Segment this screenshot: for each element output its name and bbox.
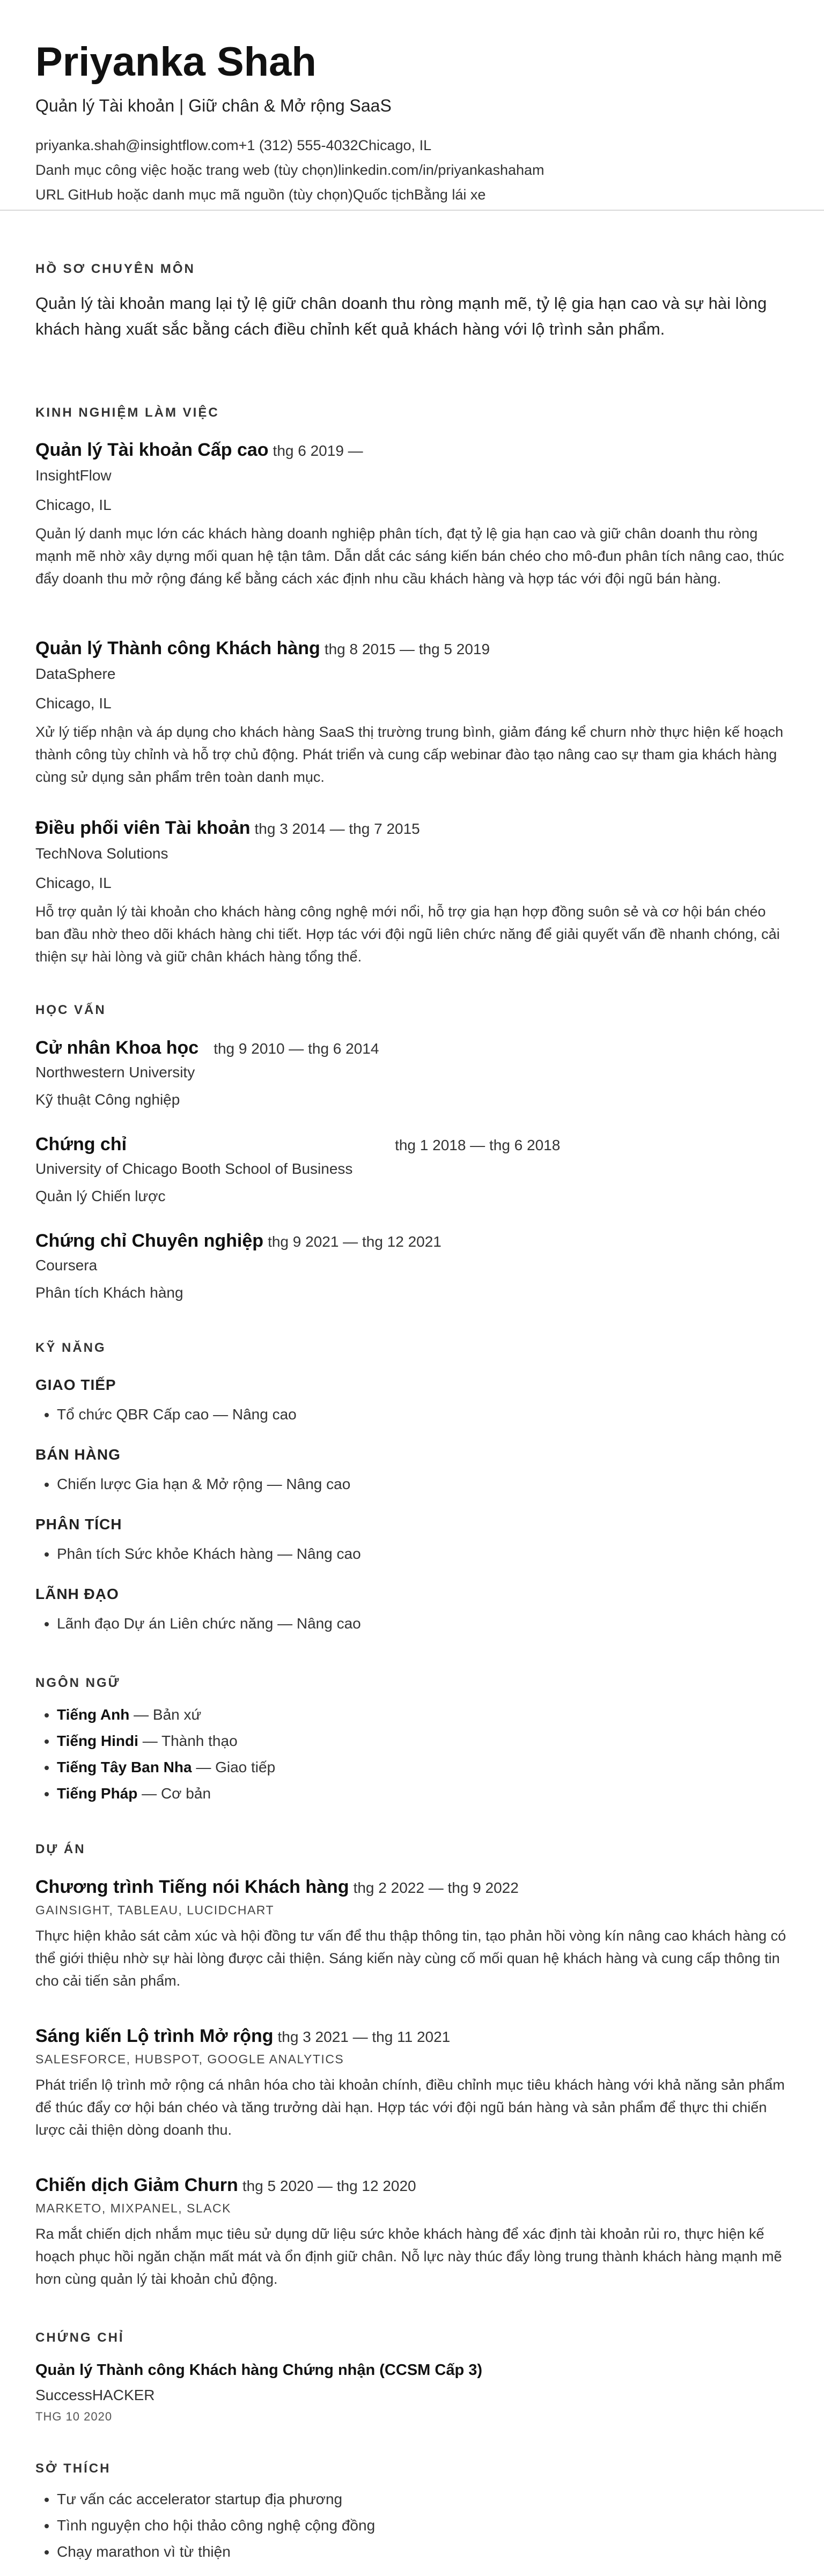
job-description: Quản lý danh mục lớn các khách hàng doanh nghiệp phân tích, đạt tỷ lệ gia hạn cao và giữ chân doanh thu ròng mạnh mẽ nhờ xây dựng mối quan hệ tận tâm. Dẫn dắt các sáng kiến bán chéo cho mô-đun phân tích nâng cao, thúc đẩy doanh thu mở rộng đáng kể bằng cách xác định nhu cầu khách hàng và hợp tác với đội ngũ bán hàng. [35,525,784,587]
project-entry [35,2026,789,2142]
language-level: — Thành thạo [138,1733,238,1749]
language-item [57,1701,789,1728]
interest-item: • Tư vấn các accelerator startup địa phương [57,2486,789,2512]
skill-item: • Tổ chức QBR Cấp cao — Nâng cao [57,1401,789,1427]
skill-item: • Phân tích Sức khỏe Khách hàng — Nâng cao [57,1541,789,1567]
section-title-experience: KINH NGHIỆM LÀM VIỆC [35,405,219,420]
section-title-languages: NGÔN NGỮ [35,1676,121,1690]
interest-item: • Tình nguyện cho hội thảo công nghệ cộng đồng [57,2512,789,2538]
project-date: thg 3 2021 — thg 11 2021 [277,2029,451,2045]
contact-line-portfolio-linkedin: Danh mục công việc hoặc trang web (tùy chọn)linkedin.com/in/priyankashaham [35,161,545,178]
project-tools: GAINSIGHT, TABLEAU, LUCIDCHART [35,1903,275,1917]
interest-item: • Chạy marathon vì từ thiện [57,2538,789,2565]
education-date: thg 1 2018 — thg 6 2018 [395,1137,561,1153]
experience-entry [35,440,789,590]
skill-group [35,1516,789,1567]
contact-line-email-phone-location: priyanka.shah@insightflow.com+1 (312) 555-4032Chicago, IL [35,137,432,153]
languages-section [35,1676,789,1807]
education-entry [35,1134,789,1206]
language-level: — Bản xứ [129,1706,202,1723]
skill-category: PHÂN TÍCH [35,1516,122,1533]
project-name: Chương trình Tiếng nói Khách hàng [35,1877,349,1897]
education-entry [35,1038,789,1110]
section-title-education: HỌC VẤN [35,1003,106,1017]
school-name: Coursera [35,1257,98,1274]
company-name: TechNova Solutions [35,845,168,862]
experience-section [35,405,789,420]
language-list [35,1701,789,1807]
project-date: thg 5 2020 — thg 12 2020 [242,2178,416,2194]
company-name: InsightFlow [35,467,112,484]
resume-header [0,0,824,208]
education-date: thg 9 2021 — thg 12 2021 [268,1233,442,1250]
skill-group [35,1376,789,1427]
field-of-study: Kỹ thuật Công nghiệp [35,1091,180,1108]
field-of-study: Phân tích Khách hàng [35,1284,183,1301]
job-date: thg 8 2015 — thg 5 2019 [324,641,490,657]
headline: Quản lý Tài khoản | Giữ chân & Mở rộng SaaS [35,96,392,116]
skill-category: LÃNH ĐẠO [35,1586,119,1602]
skill-list [35,1471,789,1497]
company-name: DataSphere [35,665,116,682]
skill-category: BÁN HÀNG [35,1446,121,1463]
certifications-section [35,2330,789,2424]
skill-list [35,1401,789,1427]
skill-group [35,1446,789,1497]
language-level: — Cơ bản [137,1785,211,1802]
language-item [57,1780,789,1807]
skill-item: • Chiến lược Gia hạn & Mở rộng — Nâng cao [57,1471,789,1497]
skill-list [35,1541,789,1567]
certification-issuer: SuccessHACKER [35,2387,155,2403]
certification-date: THG 10 2020 [35,2410,113,2424]
skills-section [35,1341,789,1356]
section-title-skills: KỸ NĂNG [35,1341,106,1355]
project-tools: MARKETO, MIXPANEL, SLACK [35,2201,231,2215]
degree-title: Cử nhân Khoa học [35,1038,199,1058]
skill-group [35,1586,789,1637]
interest-list [35,2486,789,2565]
project-name: Sáng kiến Lộ trình Mở rộng [35,2026,274,2046]
project-description: Ra mắt chiến dịch nhắm mục tiêu sử dụng dữ liệu sức khỏe khách hàng để xác định tài khoản rủi ro, thực hiện kế hoạch phục hồi ngăn chặn mất mát và ổn định giữ chân. Nỗ lực này thúc đẩy lòng trung thành khách hàng mạnh mẽ hơn cùng quản lý tài khoản chủ động. [35,2226,782,2287]
section-title-projects: DỰ ÁN [35,1842,86,1856]
language-name: Tiếng Pháp [57,1785,138,1802]
skill-item: • Lãnh đạo Dự án Liên chức năng — Nâng cao [57,1610,789,1637]
certification-name: Quản lý Thành công Khách hàng Chứng nhận (CCSM Cấp 3) [35,2362,482,2379]
job-date: thg 3 2014 — thg 7 2015 [254,820,420,837]
project-tools: SALESFORCE, HUBSPOT, GOOGLE ANALYTICS [35,2052,344,2066]
language-name: Tiếng Anh [57,1706,130,1723]
section-title-interests: SỞ THÍCH [35,2461,111,2476]
project-date: thg 2 2022 — thg 9 2022 [353,1879,519,1896]
field-of-study: Quản lý Chiến lược [35,1188,166,1205]
language-name: Tiếng Hindi [57,1733,138,1749]
job-title: Điều phối viên Tài khoản [35,818,251,838]
contact-info [35,134,789,208]
language-level: — Giao tiếp [192,1759,276,1775]
job-title: Quản lý Tài khoản Cấp cao [35,440,269,460]
education-section [35,1003,789,1018]
section-title-profile: HỒ SƠ CHUYÊN MÔN [35,262,195,276]
school-name: University of Chicago Booth School of Business [35,1160,353,1177]
job-title: Quản lý Thành công Khách hàng [35,638,320,658]
project-entry [35,2175,789,2291]
experience-entry [35,638,789,789]
language-name: Tiếng Tây Ban Nha [57,1759,192,1775]
interests-section [35,2461,789,2565]
project-name: Chiến dịch Giảm Churn [35,2175,238,2195]
degree-title: Chứng chỉ [35,1134,127,1154]
skill-list [35,1610,789,1637]
job-location: Chicago, IL [35,497,112,514]
contact-line-github-nationality-license: URL GitHub hoặc danh mục mã nguồn (tùy chọn)Quốc tịchBằng lái xe [35,186,486,203]
job-date: thg 6 2019 — [273,442,363,459]
projects-section [35,1842,789,1857]
job-location: Chicago, IL [35,695,112,712]
profile-summary: Quản lý tài khoản mang lại tỷ lệ giữ chân doanh thu ròng mạnh mẽ, tỷ lệ gia hạn cao và sự hài lòng khách hàng xuất sắc bằng cách điều chỉnh kết quả khách hàng với lộ trình sản phẩm. [35,294,767,339]
school-name: Northwestern University [35,1064,195,1080]
profile-section [35,262,789,342]
experience-entry [35,818,789,968]
job-description: Xử lý tiếp nhận và áp dụng cho khách hàng SaaS thị trường trung bình, giảm đáng kể churn nhờ thực hiện kế hoạch thành công tùy chỉnh và hỗ trợ chủ động. Phát triển và cung cấp webinar đào tạo nâng cao sự tham gia khách hàng cùng sử dụng sản phẩm trên toàn danh mục. [35,724,784,786]
skill-category: GIAO TIẾP [35,1376,116,1393]
job-location: Chicago, IL [35,875,112,892]
degree-title: Chứng chỉ Chuyên nghiệp [35,1231,264,1251]
section-title-certifications: CHỨNG CHỈ [35,2330,124,2345]
language-item [57,1728,789,1754]
project-description: Phát triển lộ trình mở rộng cá nhân hóa cho tài khoản chính, điều chỉnh mục tiêu khách hàng với khả năng sản phẩm để thúc đẩy cơ hội bán chéo và tăng trưởng dài hạn. Hợp tác với đội ngũ bán hàng và sản phẩm để thực thi chiến lược cải thiện dòng doanh thu. [35,2077,785,2138]
candidate-name: Priyanka Shah [35,39,317,85]
project-description: Thực hiện khảo sát cảm xúc và hội đồng tư vấn để thu thập thông tin, tạo phản hồi vòng kín nâng cao khách hàng có thể giới thiệu nhờ sự hài lòng được cải thiện. Sáng kiến này cùng cố mối quan hệ khách hàng và cung cấp thông tin cho cải tiến sản phẩm. [35,1928,786,1989]
education-entry [35,1231,789,1303]
header-divider [0,210,824,211]
job-description: Hỗ trợ quản lý tài khoản cho khách hàng công nghệ mới nổi, hỗ trợ gia hạn hợp đồng suôn sẻ và cơ hội bán chéo ban đầu nhờ theo dõi khách hàng chi tiết. Hợp tác với đội ngũ liên chức năng để giải quyết vấn đề nhanh chóng, cải thiện sự hài lòng và giữ chân khách hàng tổng thể. [35,904,780,965]
language-item [57,1754,789,1780]
project-entry [35,1877,789,1993]
education-date: thg 9 2010 — thg 6 2014 [214,1040,379,1057]
